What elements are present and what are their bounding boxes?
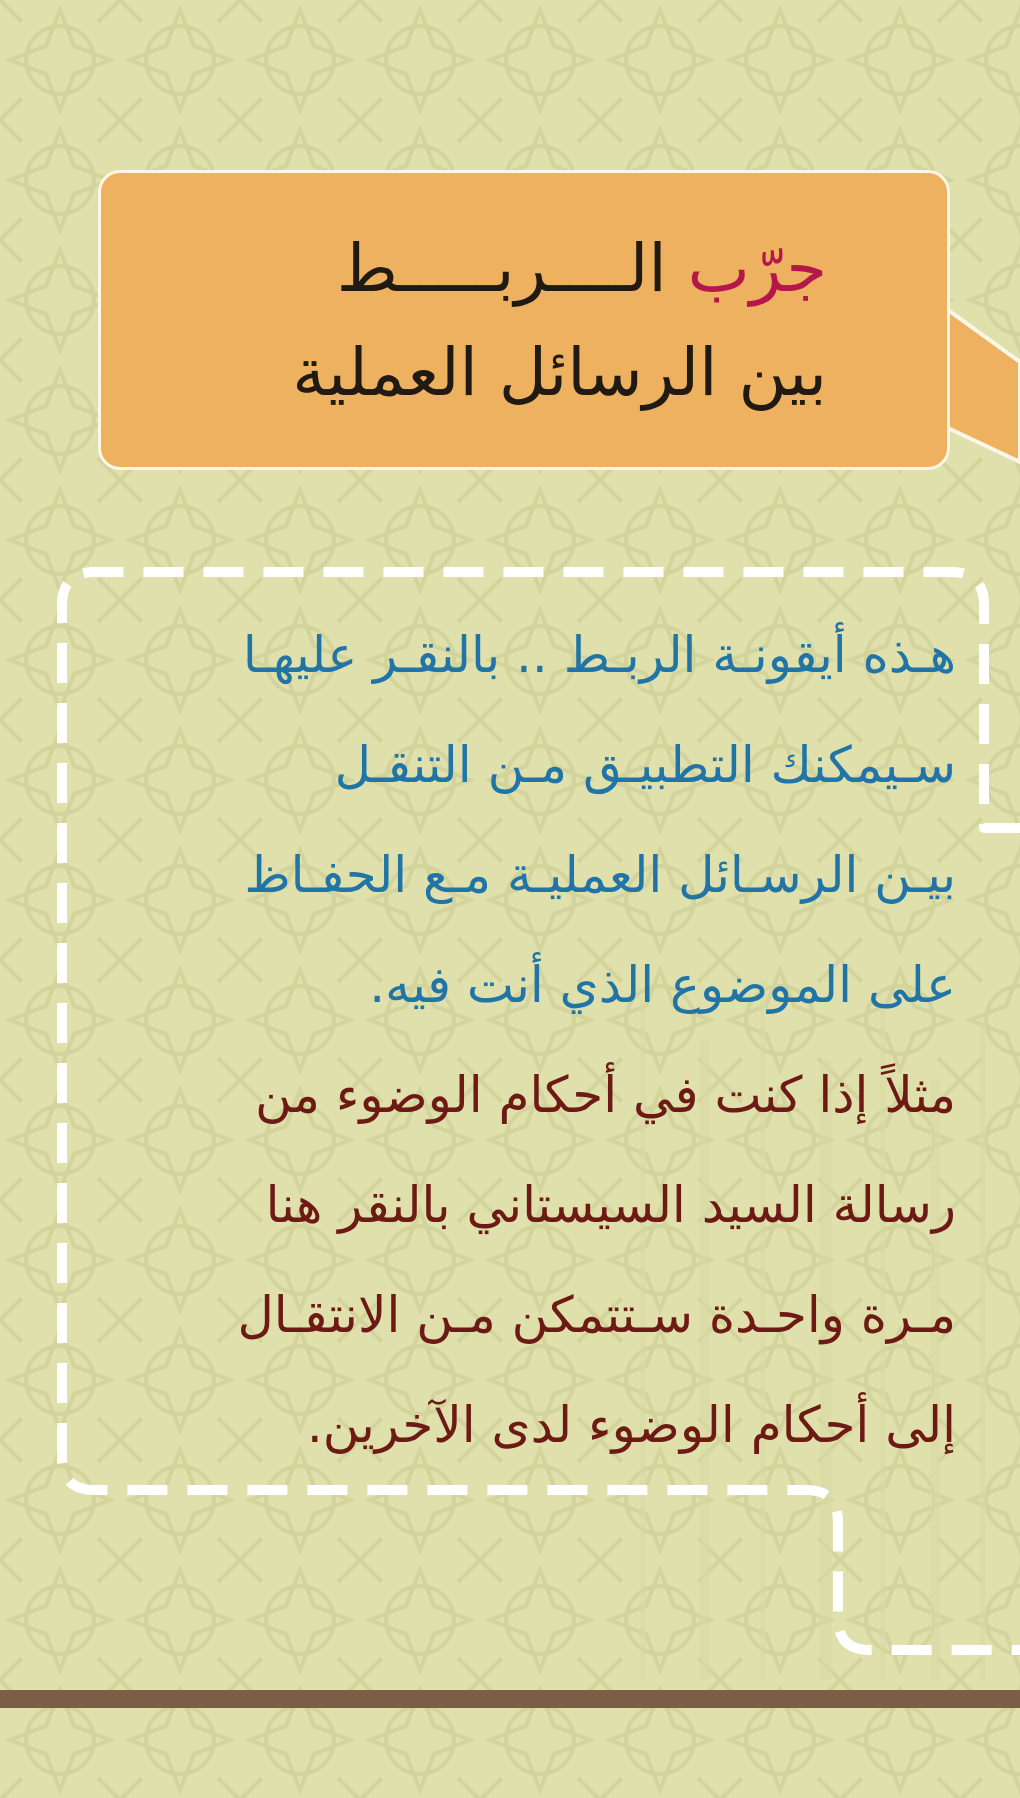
intro-line-1: هـذه أيقونـة الربـط .. بالنقـر عليهـا [242, 626, 956, 684]
example-line-3: مـرة واحـدة سـتتمكن مـن الانتقـال [237, 1286, 956, 1344]
intro-line-2: سـيمكنك التطبيـق مـن التنقـل [334, 736, 956, 794]
title-line-2: بين الرسائل العملية [292, 334, 827, 411]
intro-line-3: بيـن الرسـائل العمليـة مـع الحفـاظ [244, 846, 956, 904]
example-line-1: مثلاً إذا كنت في أحكام الوضوء من [255, 1066, 956, 1124]
footer-divider [0, 1690, 1020, 1708]
description [96, 600, 956, 1480]
example-line-2: رسالة السيد السيستاني بالنقر هنا [265, 1176, 956, 1234]
example-line-4: إلى أحكام الوضوء لدى الآخرين. [306, 1396, 956, 1454]
intro-line-4: على الموضوع الذي أنت فيه. [369, 956, 956, 1014]
title-accent-word: جرّب [687, 230, 827, 307]
title-link-word: الــــربـــــط [336, 230, 667, 307]
